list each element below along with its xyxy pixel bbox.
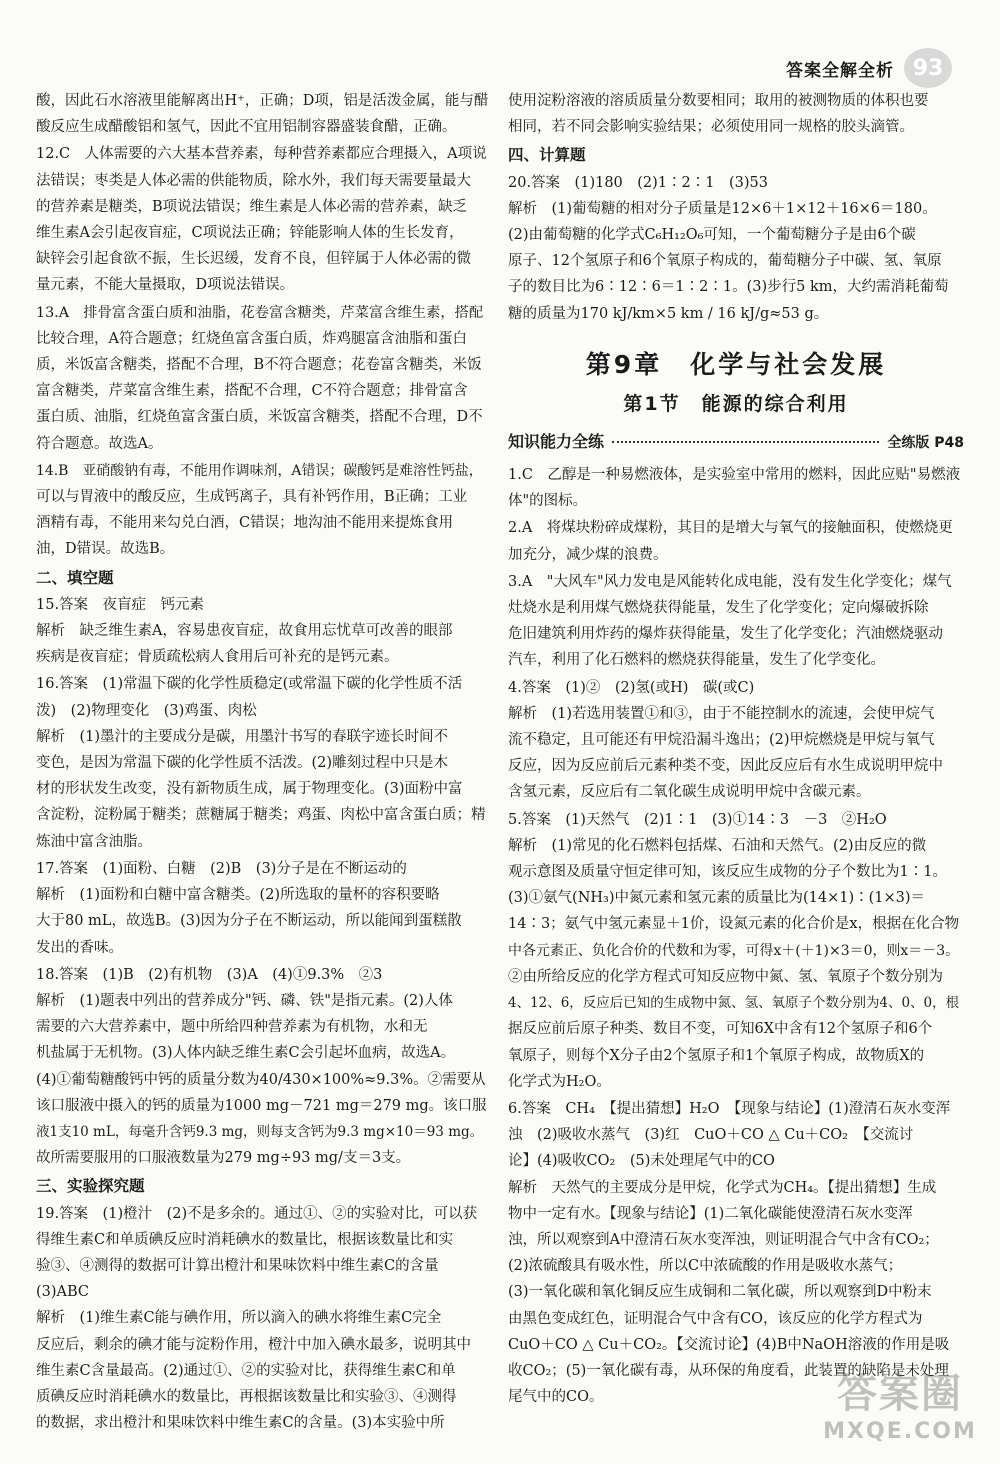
answer-1 bbox=[508, 462, 964, 514]
text-line: 量元素，不能大量摄取，D项说法错误。 bbox=[36, 277, 295, 294]
page-number: 93 bbox=[904, 48, 952, 88]
answer-15 bbox=[36, 592, 488, 671]
text-line: 的营养素是糖类，B项说法错误；维生素是人体必需的营养素，缺乏 bbox=[36, 198, 468, 215]
knowledge-label: 知识能力全练 bbox=[508, 431, 605, 451]
text-line: 物中一定有水。【现象与结论】(1)二氧化碳能使澄清石灰水变浑 bbox=[508, 1205, 913, 1222]
watermark-url: MXQE.COM bbox=[823, 1419, 977, 1444]
page-reference: 全练版 P48 bbox=[887, 434, 964, 451]
text-line: 加充分，减少煤的浪费。 bbox=[508, 546, 668, 563]
text-line: 解析 (1)若选用装置①和③，由于不能控制水的流速，会使甲烷气 bbox=[508, 705, 935, 722]
chapter-title: 第9章 化学与社会发展 bbox=[585, 349, 887, 379]
text-line: 原子、12个氢原子和6个氧原子构成的，葡萄糖分子中碳、氢、氧原 bbox=[508, 253, 942, 270]
section-heading-calculation: 四、计算题 bbox=[508, 146, 586, 165]
text-line: 解析 (1)题表中列出的营养成分"钙、磷、铁"是指元素。(2)人体 bbox=[36, 992, 453, 1009]
text-line: (3)ABC bbox=[36, 1284, 90, 1301]
text-line: 酸反应生成醋酸铝和氢气，因此不宜用铝制容器盛装食醋，正确。 bbox=[36, 119, 457, 136]
text-line: 14∶3；氨气中氢元素显＋1价，设氮元素的化合价是x，根据在化合物 bbox=[508, 916, 960, 933]
answer-12 bbox=[36, 141, 488, 298]
dotted-leader bbox=[612, 441, 879, 443]
text-line: 符合题意。故选A。 bbox=[36, 435, 163, 452]
text-line: 反应后，剩余的碘才能与淀粉作用，橙汁中加入碘水最多，说明其中 bbox=[36, 1336, 471, 1353]
text-line: 中各元素正、负化合价的代数和为零，可得x＋(＋1)×3＝0，则x＝－3。 bbox=[508, 942, 960, 959]
text-line: 3.A "大风车"风力发电是风能转化成电能，没有发生化学变化；煤气 bbox=[508, 573, 952, 590]
watermark-logo bbox=[820, 1362, 980, 1452]
right-column bbox=[508, 88, 964, 1411]
text-line: 解析 (1)葡萄糖的相对分子质量是12×6＋1×12＋16×6＝180。 bbox=[508, 200, 937, 217]
text-line: 解析 (1)常见的化石燃料包括煤、石油和天然气。(2)由反应的微 bbox=[508, 837, 927, 854]
text-line: 1.C 乙醇是一种易燃液体，是实验室中常用的燃料，因此应贴"易燃液 bbox=[508, 467, 961, 484]
text-line: 质，米饭富含糖类，搭配不合理，B不符合题意；花卷富含糖类，米饭 bbox=[36, 357, 482, 374]
text-line: 灶烧水是利用煤气燃烧获得能量，发生了化学变化；定向爆破拆除 bbox=[508, 600, 929, 617]
text-line: 13.A 排骨富含蛋白质和油脂，花卷富含糖类，芹菜富含维生素，搭配 bbox=[36, 304, 484, 321]
text-line: 含氢元素，反应后有二氧化碳生成说明甲烷中含碳元素。 bbox=[508, 784, 871, 801]
text-line: (4)①葡萄糖酸钙中钙的质量分数为40/430×100%≈9.3%。②需要从 bbox=[36, 1071, 486, 1088]
text-line: (3)一氧化碳和氧化铜反应生成铜和二氧化碳，所以观察到D中粉末 bbox=[508, 1284, 932, 1301]
text-line: 观示意图及质量守恒定律可知，该反应生成物的分子个数比为1∶1。 bbox=[508, 864, 947, 881]
text-line: 流不稳定，且可能还有甲烷沿漏斗逸出；(2)甲烷燃烧是甲烷与氧气 bbox=[508, 732, 935, 749]
text-line: 疾病是夜盲症；骨质疏松病人食用后可补充的是钙元素。 bbox=[36, 649, 399, 666]
text-line: 富含糖类，芹菜富含维生素，搭配不合理，C不符合题意；排骨富含 bbox=[36, 383, 468, 400]
answer-16 bbox=[36, 671, 488, 854]
text-line: 故所需要服用的口服液数量为279 mg÷93 mg/支＝3支。 bbox=[36, 1150, 411, 1167]
text-line: 据反应前后原子种类、数目不变，可知6X中含有12个氢原子和6个 bbox=[508, 1021, 933, 1038]
text-line: 解析 (1)墨汁的主要成分是碳，用墨汁书写的春联字迹长时间不 bbox=[36, 728, 449, 745]
text-line: 机盐属于无机物。(3)人体内缺乏维生素C会引起坏血病，故选A。 bbox=[36, 1045, 456, 1062]
text-line: 维生素C含量最高。(2)通过①、②的实验对比，获得维生素C和单 bbox=[36, 1362, 456, 1379]
text-line: 法错误；枣类是人体必需的供能物质，除水外，我们每天需要量最大 bbox=[36, 172, 471, 189]
text-line: 17.答案 (1)面粉、白糖 (2)B (3)分子是在不断运动的 bbox=[36, 860, 407, 877]
text-line: (2)由葡萄糖的化学式C₆H₁₂O₆可知，一个葡萄糖分子是由6个碳 bbox=[508, 227, 916, 244]
text-line: 反应，因为反应前后元素种类不变，因此反应后有水生成说明甲烷中 bbox=[508, 758, 943, 775]
text-line: 浊 (2)吸收水蒸气 (3)红 CuO＋CO △ Cu＋CO₂ 【交流讨 bbox=[508, 1127, 914, 1144]
text-line: 体"的图标。 bbox=[508, 493, 588, 510]
text-line: 质碘反应时消耗碘水的数量比，再根据该数量比和实验③、④测得 bbox=[36, 1388, 457, 1405]
text-line: 氧原子，则每个X分子由2个氢原子和1个氧原子构成，故物质X的 bbox=[508, 1047, 925, 1064]
text-line: 由黑色变成红色，证明混合气中含有CO，该反应的化学方程式为 bbox=[508, 1310, 923, 1327]
text-line: 解析 天然气的主要成分是甲烷，化学式为CH₄。【提出猜想】生成 bbox=[508, 1179, 937, 1196]
answer-5 bbox=[508, 807, 964, 1095]
answer-14 bbox=[36, 458, 488, 563]
text-line: 使用淀粉溶液的溶质质量分数要相同；取用的被测物质的体积也要 bbox=[508, 93, 929, 109]
answer-11-continued bbox=[36, 88, 488, 140]
left-column bbox=[36, 88, 488, 1437]
page-header bbox=[786, 48, 952, 88]
text-line: 该口服液中摄入的钙的质量为1000 mg－721 mg＝279 mg。该口服 bbox=[36, 1097, 487, 1114]
text-line: 20.答案 (1)180 (2)1∶2∶1 (3)53 bbox=[508, 174, 768, 191]
text-line: 汽车，利用了化石燃料的燃烧获得能量，发生了化学变化。 bbox=[508, 652, 885, 669]
text-line: 18.答案 (1)B (2)有机物 (3)A (4)①9.3% ②3 bbox=[36, 966, 383, 983]
header-title: 答案全解全析 bbox=[786, 60, 894, 81]
answer-17 bbox=[36, 856, 488, 961]
text-line: 大于80 mL，故选B。(3)因为分子在不断运动，所以能闻到蛋糕散 bbox=[36, 913, 462, 930]
watermark-text: 答案圈 bbox=[837, 1371, 963, 1417]
section-heading-experiment: 三、实验探究题 bbox=[36, 1177, 145, 1196]
text-line: 得维生素C和单质碘反应时消耗碘水的数量比，根据该数量比和实 bbox=[36, 1231, 454, 1248]
text-line: 14.B 亚硝酸钠有毒，不能用作调味剂，A错误；碳酸钙是难溶性钙盐， bbox=[36, 462, 483, 479]
text-line: 油，D错误。故选B。 bbox=[36, 541, 175, 558]
section-heading-fill-blank: 二、填空题 bbox=[36, 568, 114, 587]
text-line: 收CO₂；(5)一氧化碳有毒，从环保的角度看，此装置的缺陷是未处理 bbox=[508, 1362, 949, 1379]
text-line: 子的数目比为6∶12∶6＝1∶2∶1。(3)步行5 km，大约需消耗葡萄 bbox=[508, 279, 949, 296]
text-line: 酸，因此石水溶液里能解离出H⁺，正确；D项，铝是活泼金属，能与醋 bbox=[36, 93, 488, 109]
text-line: 论】(4)吸收CO₂ (5)未处理尾气中的CO bbox=[508, 1153, 775, 1170]
text-line: 4、12、6，反应后已知的生成物中氮、氢、氧原子个数分别为4、0、0，根 bbox=[508, 995, 960, 1012]
text-line: 验③、④测得的数据可计算出橙汁和果味饮料中维生素C的含量 bbox=[36, 1257, 439, 1274]
text-line: 15.答案 夜盲症 钙元素 bbox=[36, 596, 205, 613]
text-line: 5.答案 (1)天然气 (2)1∶1 (3)①14∶3 －3 ②H₂O bbox=[508, 811, 887, 828]
text-line: 维生素A会引起夜盲症，C项说法正确；锌能影响人体的生长发育， bbox=[36, 225, 464, 242]
text-line: 发出的香味。 bbox=[36, 939, 123, 956]
text-line: 含淀粉，淀粉属于糖类；蔗糖属于糖类；鸡蛋、肉松中富含蛋白质；精 bbox=[36, 807, 486, 824]
text-line: 液1支10 mL，每毫升含钙9.3 mg，则每支含钙为9.3 mg×10＝93 mg。 bbox=[36, 1123, 484, 1140]
text-line: 16.答案 (1)常温下碳的化学性质稳定(或常温下碳的化学性质不活 bbox=[36, 676, 463, 693]
text-line: 材的形状发生改变，没有新物质生成，属于物理变化。(3)面粉中富 bbox=[36, 781, 463, 798]
text-line: 相同，若不同会影响实验结果；必须使用同一规格的胶头滴管。 bbox=[508, 119, 914, 136]
text-line: 解析 缺乏维生素A，容易患夜盲症，故食用忘忧草可改善的眼部 bbox=[36, 623, 453, 640]
answer-19 bbox=[36, 1201, 488, 1437]
text-line: 变色，是因为常温下碳的化学性质不活泼。(2)雕刻过程中只是木 bbox=[36, 755, 449, 772]
knowledge-practice-bar bbox=[508, 429, 964, 456]
answer-13 bbox=[36, 300, 488, 457]
answer-20 bbox=[508, 170, 964, 327]
text-line: 19.答案 (1)橙汁 (2)不是多余的。通过①、②的实验对比，可以获 bbox=[36, 1205, 478, 1222]
answer-4 bbox=[508, 675, 964, 806]
answer-18 bbox=[36, 962, 488, 1172]
text-line: 化学式为H₂O。 bbox=[508, 1073, 611, 1090]
text-line: ②由所给反应的化学方程式可知反应物中氮、氢、氧原子个数分别为 bbox=[508, 968, 943, 985]
text-line: 需要的六大营养素中，题中所给四种营养素为有机物，水和无 bbox=[36, 1019, 428, 1036]
text-line: 炼油中富含油脂。 bbox=[36, 833, 152, 850]
text-line: 泼) (2)物理变化 (3)鸡蛋、肉松 bbox=[36, 702, 257, 719]
text-line: 蛋白质、油脂，红烧鱼富含蛋白质，米饭富含糖类，搭配不合理，D不 bbox=[36, 409, 483, 426]
text-line: 解析 (1)面粉和白糖中富含糖类。(2)所选取的量杯的容积要略 bbox=[36, 887, 440, 904]
text-line: 危旧建筑利用炸药的爆炸获得能量，发生了化学变化；汽油燃烧驱动 bbox=[508, 626, 943, 643]
text-line: 缺锌会引起食欲不振，生长迟缓，发育不良，但锌属于人体必需的微 bbox=[36, 251, 471, 268]
answer-3 bbox=[508, 569, 964, 674]
text-line: 2.A 将煤块粉碎成煤粉，其目的是增大与氧气的接触面积，使燃烧更 bbox=[508, 520, 953, 537]
text-line: 糖的质量为170 kJ/km×5 km / 16 kJ/g≈53 g。 bbox=[508, 305, 829, 322]
text-line: (2)浓硫酸具有吸水性，所以C中浓硫酸的作用是吸收水蒸气； bbox=[508, 1258, 903, 1275]
answer-19-continued bbox=[508, 88, 964, 140]
text-line: 4.答案 (1)② (2)氢(或H) 碳(或C) bbox=[508, 679, 755, 696]
text-line: 解析 (1)维生素C能与碘作用，所以滴入的碘水将维生素C完全 bbox=[36, 1310, 442, 1327]
text-line: 6.答案 CH₄ 【提出猜想】H₂O 【现象与结论】(1)澄清石灰水变浑 bbox=[508, 1100, 951, 1117]
text-line: (3)①氨气(NH₃)中氮元素和氢元素的质量比为(14×1)∶(1×3)＝ bbox=[508, 890, 926, 907]
text-line: 可以与胃液中的酸反应，生成钙离子，具有补钙作用，B正确；工业 bbox=[36, 489, 468, 506]
text-line: 尾气中的CO。 bbox=[508, 1389, 604, 1406]
text-line: 的数据，求出橙汁和果味饮料中维生素C的含量。(3)本实验中所 bbox=[36, 1415, 445, 1432]
answer-2 bbox=[508, 515, 964, 567]
text-line: 比较合理，A符合题意；红烧鱼富含蛋白质，炸鸡腿富含油脂和蛋白 bbox=[36, 330, 467, 347]
text-line: 酒精有毒，不能用来勾兑白酒，C错误；地沟油不能用来提炼食用 bbox=[36, 515, 454, 532]
text-line: 浊，所以观察到A中澄清石灰水变浑浊，则证明混合气中含有CO₂； bbox=[508, 1231, 939, 1248]
section-title: 第1节 能源的综合利用 bbox=[623, 392, 849, 415]
text-line: 12.C 人体需要的六大基本营养素，每种营养素都应合理摄入，A项说 bbox=[36, 146, 487, 163]
text-line: CuO＋CO △ Cu＋CO₂。【交流讨论】(4)B中NaOH溶液的作用是吸 bbox=[508, 1336, 950, 1353]
